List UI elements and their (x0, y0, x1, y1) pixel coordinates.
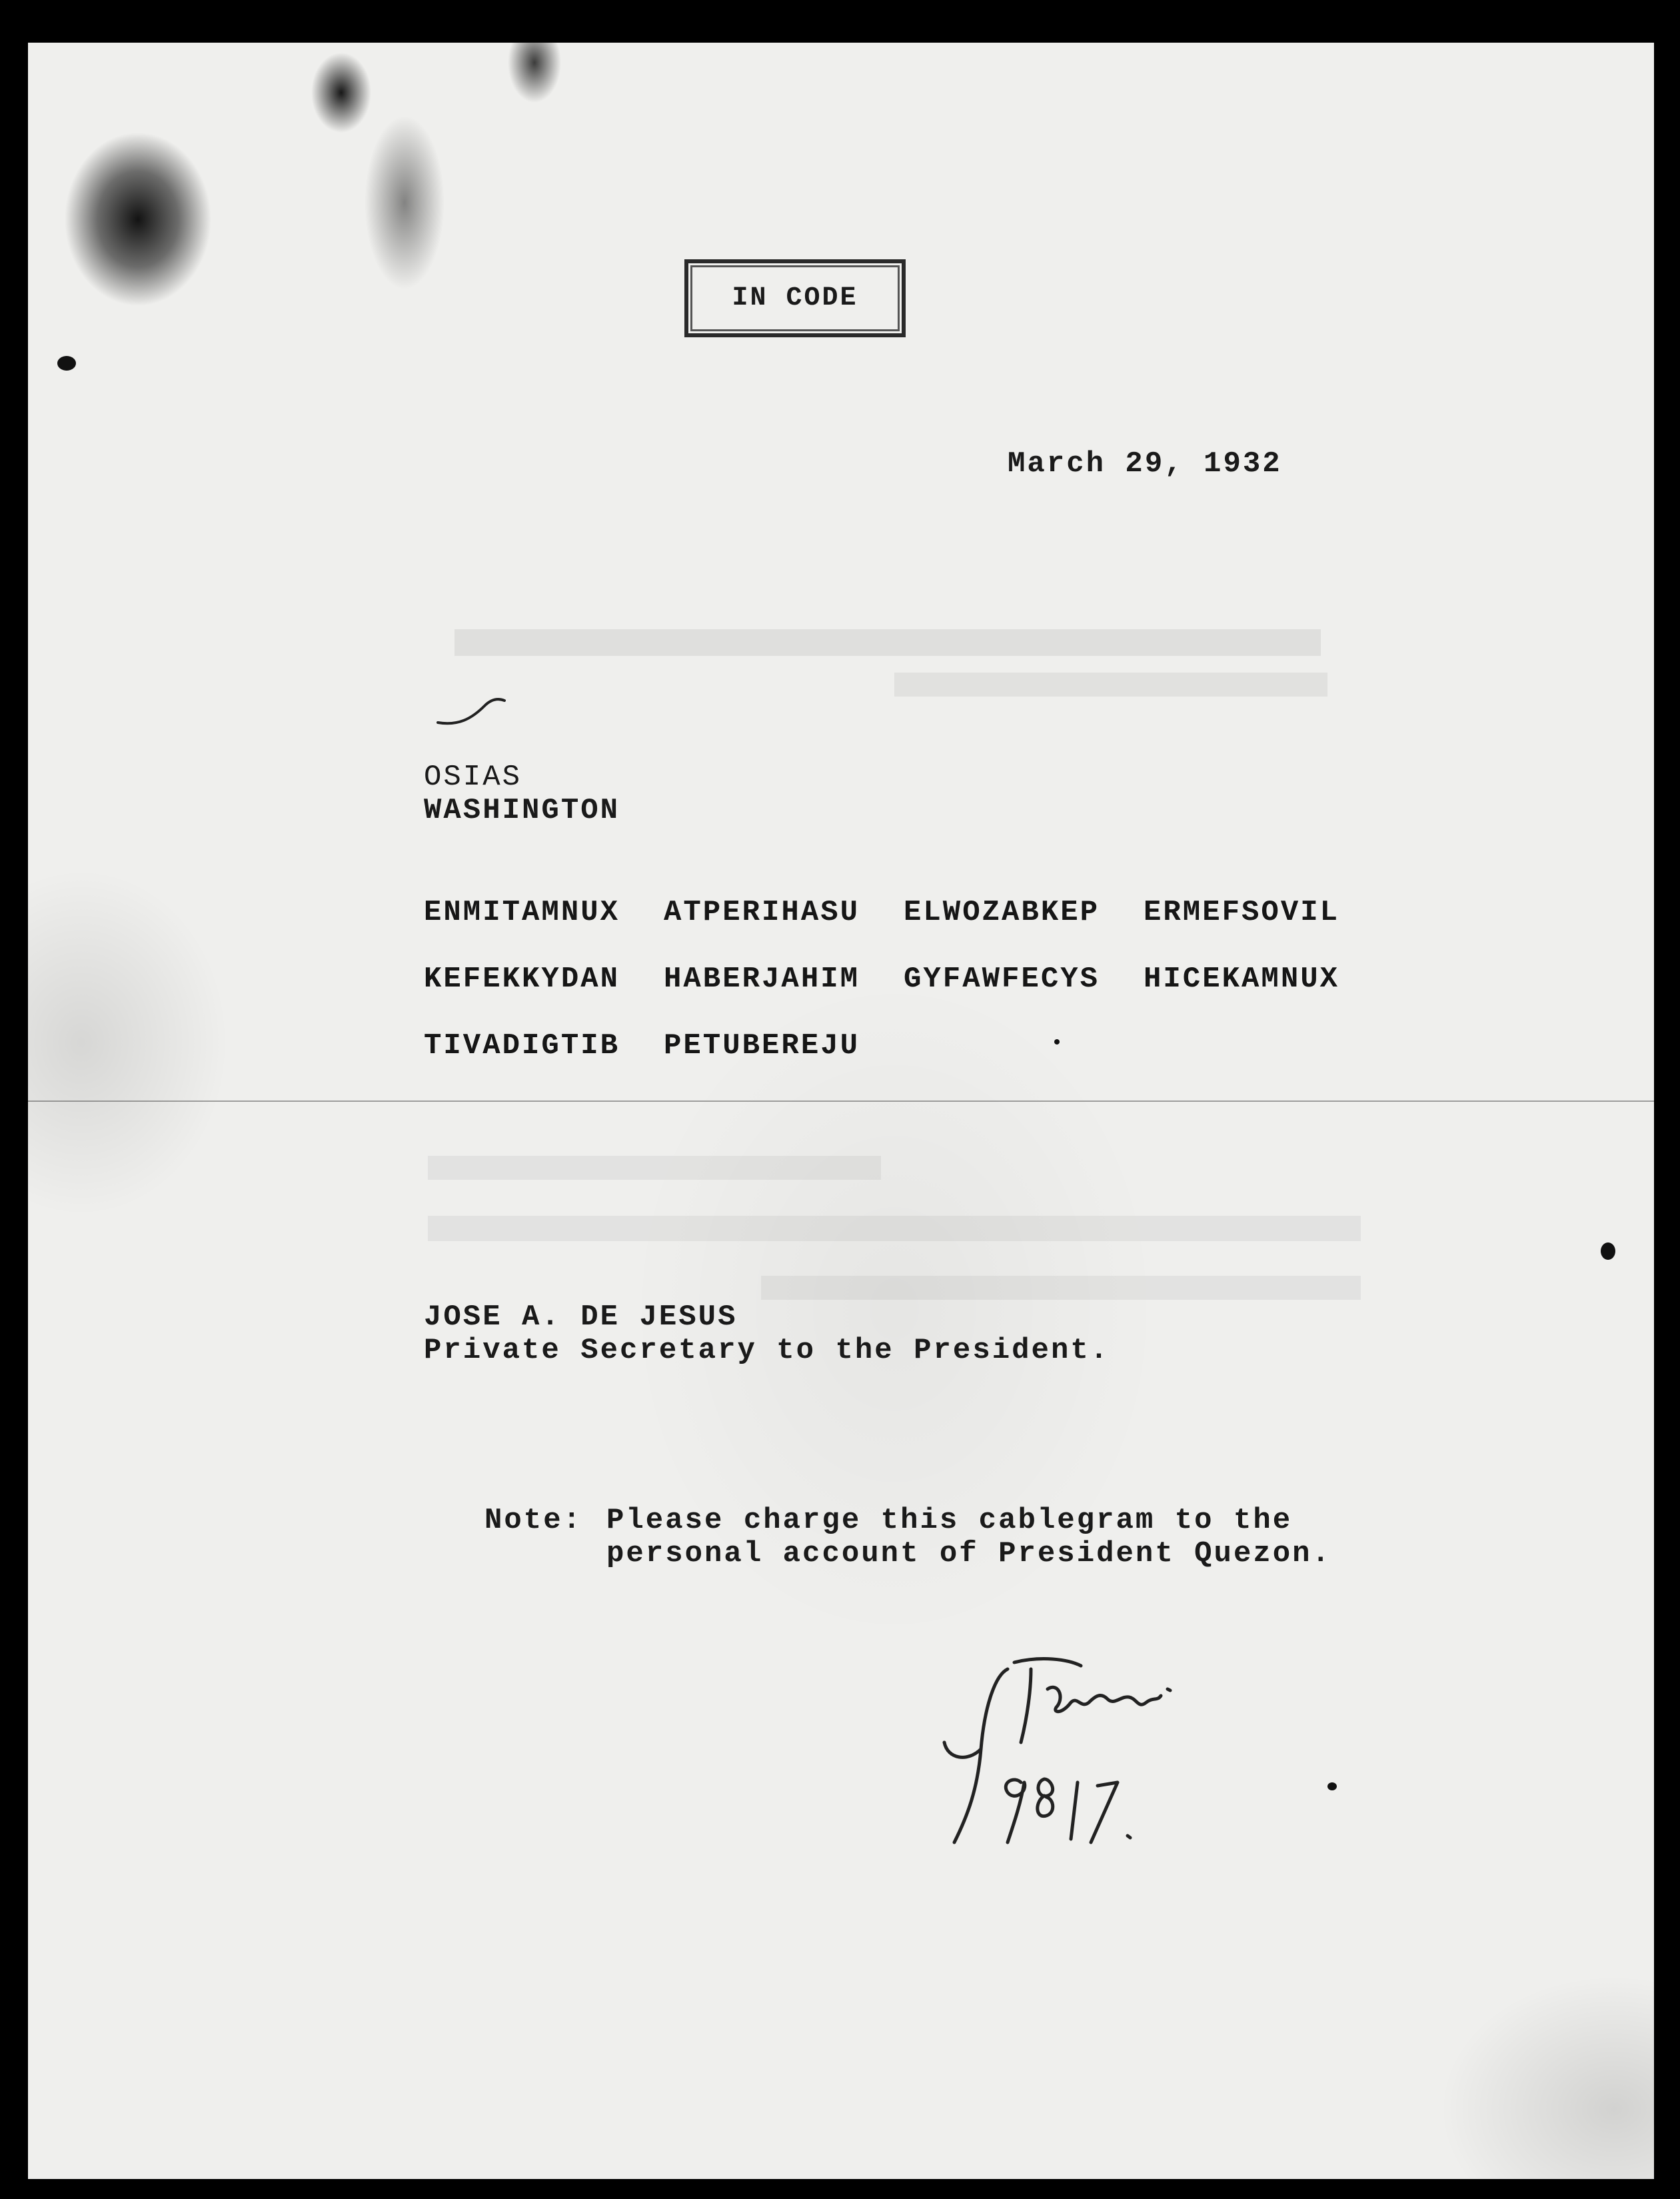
note-line-1: Please charge this cablegram to the (606, 1504, 1293, 1537)
code-row (424, 896, 1383, 929)
sender-name: JOSE A. DE JESUS (424, 1300, 738, 1334)
bleed-through-block (428, 1216, 1361, 1241)
ink-speck (1327, 1782, 1337, 1790)
pen-stroke-mark (431, 693, 511, 733)
handwritten-signature (914, 1649, 1261, 1862)
ink-speck (57, 356, 76, 371)
code-group: GYFAWFECYS (904, 963, 1100, 996)
code-group: ENMITAMNUX (424, 896, 620, 929)
note-label: Note: (484, 1504, 583, 1537)
code-group: ATPERIHASU (664, 896, 860, 929)
stamp-label: IN CODE (732, 283, 858, 313)
document-page (28, 43, 1654, 2179)
ink-speck (1054, 1039, 1060, 1045)
code-group: HABERJAHIM (664, 963, 860, 996)
code-group: HICEKAMNUX (1144, 963, 1340, 996)
sender-title: Private Secretary to the President. (424, 1334, 1110, 1367)
code-row (424, 1029, 904, 1063)
code-row (424, 963, 1383, 996)
code-group: PETUBEREJU (664, 1029, 860, 1063)
code-group: ELWOZABKEP (904, 896, 1100, 929)
fold-line (28, 1100, 1654, 1102)
code-group: KEFEKKYDAN (424, 963, 620, 996)
bleed-through-block (454, 629, 1321, 656)
addressee-place: WASHINGTON (424, 794, 620, 827)
addressee-name: OSIAS (424, 761, 522, 794)
in-code-stamp (684, 259, 906, 337)
note-line-2: personal account of President Quezon. (606, 1537, 1331, 1570)
bleed-through-block (761, 1276, 1361, 1300)
code-group: TIVADIGTIB (424, 1029, 620, 1063)
letter-date: March 29, 1932 (1008, 447, 1282, 481)
ink-speck (1601, 1242, 1615, 1260)
code-group: ERMEFSOVIL (1144, 896, 1340, 929)
bleed-through-block (894, 673, 1327, 697)
bleed-through-block (428, 1156, 881, 1180)
